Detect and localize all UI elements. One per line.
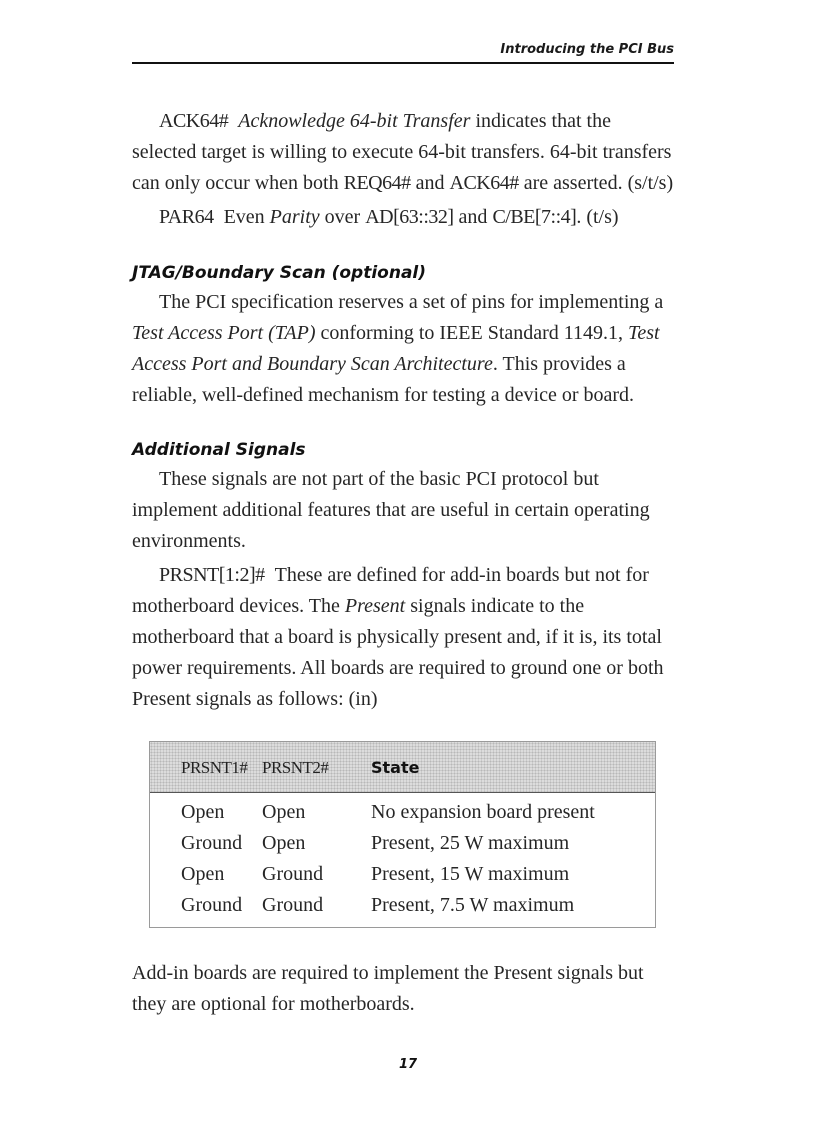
table-row: [150, 859, 655, 890]
section-heading-jtag: JTAG/Boundary Scan (optional): [132, 263, 427, 283]
table-cell-state: Present, 7.5 W maximum: [371, 894, 575, 916]
par64-text-3: . (t/s): [576, 206, 619, 228]
paragraph-par64: [132, 202, 677, 233]
signal-ref-req64: REQ64#: [343, 172, 411, 194]
term-parity: Parity: [269, 206, 320, 228]
present-signals-table: [149, 741, 656, 928]
par64-text-1: Even: [223, 206, 270, 228]
term-tap: Test Access Port (TAP): [132, 322, 316, 344]
table-body: [150, 793, 655, 927]
table-cell-prsnt2: Open: [262, 801, 306, 823]
signal-name-ack64: ACK64#: [159, 110, 229, 132]
table-cell-prsnt1: Open: [181, 801, 225, 823]
ack64-and: and: [410, 172, 450, 194]
term-acknowledge-64bit: Acknowledge 64-bit Transfer: [238, 110, 471, 132]
signal-name-par64: PAR64: [159, 206, 214, 228]
paragraph-additional-intro: These signals are not part of the basic PCI protocol but implement additional features that are useful in certain operating environments.: [132, 468, 650, 552]
table-row: [150, 797, 655, 828]
table-row: [150, 828, 655, 859]
table-cell-prsnt1: Ground: [181, 832, 243, 854]
ack64-text-1: indicates that the selected target is willing to execute 64-bit transfers. 64-bit transfers can only occur when both: [132, 110, 672, 194]
table-cell-prsnt2: Open: [262, 832, 306, 854]
table-cell-state: Present, 25 W maximum: [371, 832, 570, 854]
ack64-text-2: are asserted. (s/t/s): [518, 172, 674, 194]
term-present: Present: [344, 595, 406, 617]
jtag-text-1: The PCI specification reserves a set of pins for implementing a: [159, 291, 664, 313]
table-row: [150, 890, 655, 921]
table-header-state: State: [371, 757, 420, 777]
prsnt-text-1: These are defined for add-in boards but not for motherboard devices. The: [132, 564, 649, 617]
table-cell-state: No expansion board present: [371, 801, 595, 823]
running-header: Introducing the PCI Bus: [500, 42, 674, 57]
jtag-text-2: conforming to IEEE Standard 1149.1,: [315, 322, 629, 344]
table-cell-state: Present, 15 W maximum: [371, 863, 570, 885]
signal-ref-ad: AD[63::32]: [365, 206, 454, 228]
paragraph-closing: Add-in boards are required to implement the Present signals but they are optional for motherboards.: [132, 962, 644, 1015]
jtag-text-3: . This provides a reliable, well-defined mechanism for testing a device or board.: [132, 353, 635, 406]
signal-ref-ack64: ACK64#: [449, 172, 519, 194]
table-cell-prsnt1: Open: [181, 863, 225, 885]
table-header-row: [150, 742, 655, 793]
table-cell-prsnt2: Ground: [262, 894, 324, 916]
paragraph-ack64: [132, 106, 677, 199]
page-body: [132, 106, 677, 1020]
table-header-prsnt1: PRSNT1#: [181, 757, 248, 777]
par64-and: and: [453, 206, 493, 228]
paragraph-jtag: [132, 287, 677, 411]
par64-text-2: over: [319, 206, 366, 228]
prsnt-text-2: signals indicate to the motherboard that a board is physically present and, if it is, its total power requirements. All boards are required to ground one or both Present signals as follows: (in): [132, 595, 664, 710]
signal-ref-cbe: C/BE[7::4]: [492, 206, 577, 228]
page-number: 17: [398, 1057, 418, 1072]
paragraph-prsnt: [132, 560, 677, 715]
term-boundary-scan-architecture: Test Access Port and Boundary Scan Architecture: [132, 322, 660, 375]
header-rule: [132, 62, 674, 64]
table-cell-prsnt1: Ground: [181, 894, 243, 916]
signal-name-prsnt: PRSNT[1:2]#: [159, 564, 265, 586]
table-header-prsnt2: PRSNT2#: [262, 757, 329, 777]
section-heading-additional-signals: Additional Signals: [132, 440, 306, 460]
table-cell-prsnt2: Ground: [262, 863, 324, 885]
